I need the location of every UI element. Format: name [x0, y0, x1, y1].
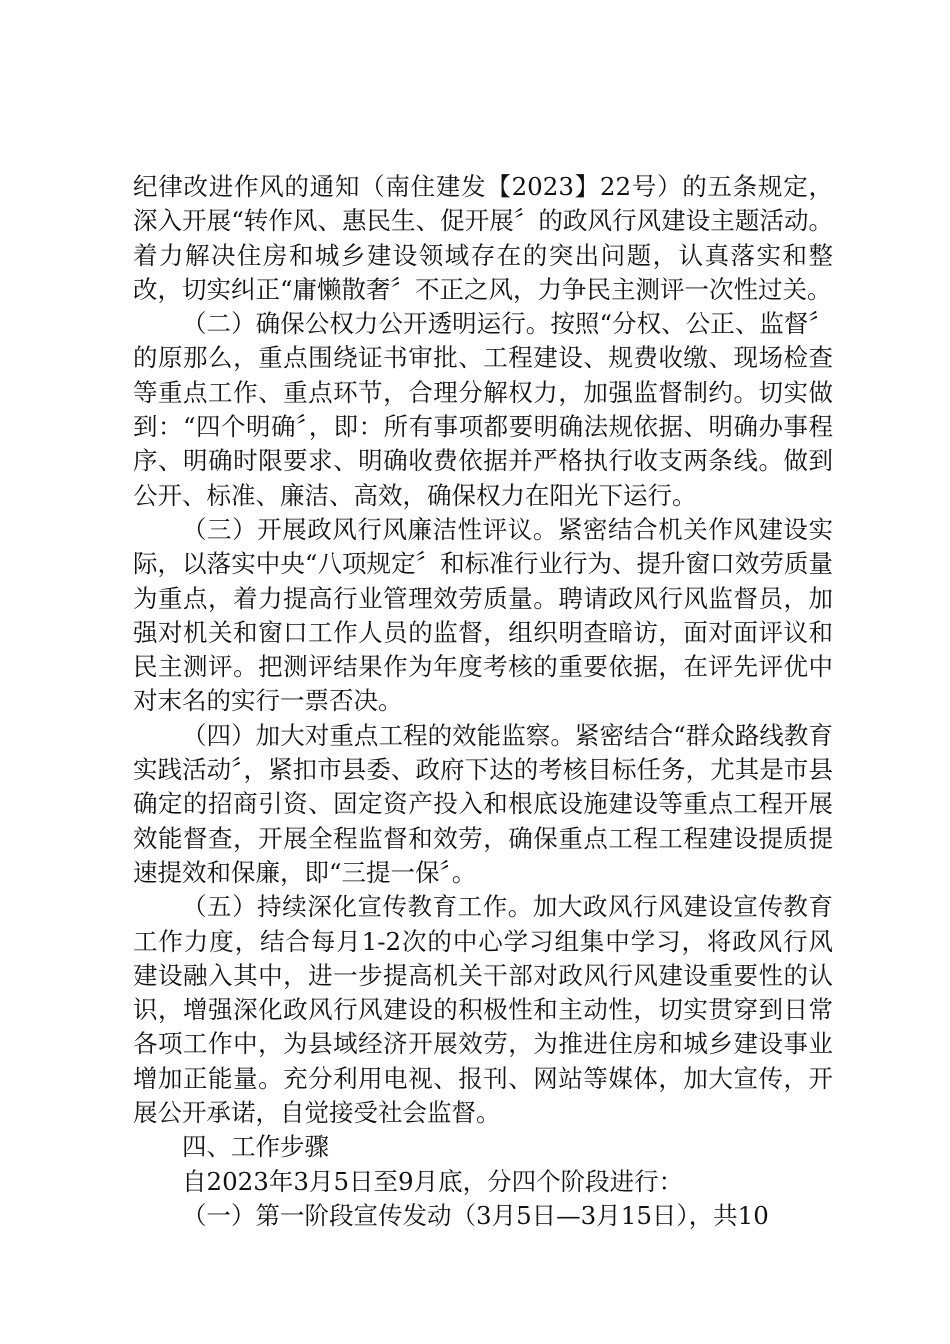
- paragraph-phase-one: （一）第一阶段宣传发动（3月5日—3月15日），共10: [182, 1200, 769, 1230]
- section-heading-work-steps: 四、工作步骤: [182, 1132, 329, 1162]
- document-body: [133, 170, 833, 1233]
- paragraph-work-style: 纪律改进作风的通知（南住建发【2023】22号）的五条规定，深入开展“转作风、惠民生、促开展〞的政风行风建设主题活动。着力解决住房和城乡建设领域存在的突出问题，认真落实和整改，切实纠正“庸懒散奢〞不正之风，力争民主测评一次性过关。: [133, 172, 833, 304]
- paragraph-project-supervision: （四）加大对重点工程的效能监察。紧密结合“群众路线教育实践活动〞，紧扣市县委、政府下达的考核目标任务，尤其是市县确定的招商引资、固定资产投入和根底设施建设等重点工程开展效能督查，开展全程监督和效劳，确保重点工程工程建设提质提速提效和保廉，即“三提一保〞。: [133, 720, 833, 887]
- paragraph-schedule: 自2023年3月5日至9月底，分四个阶段进行：: [182, 1166, 684, 1196]
- paragraph-publicity-education: （五）持续深化宣传教育工作。加大政风行风建设宣传教育工作力度，结合每月1-2次的中心学习组集中学习，将政风行风建设融入其中，进一步提高机关干部对政风行风建设重要性的认识，增强深化政风行风建设的积极性和主动性，切实贯穿到日常各项工作中，为县域经济开展效劳，为推进住房和城乡建设事业增加正能量。充分利用电视、报刊、网站等媒体，加大宣传，开展公开承诺，自觉接受社会监督。: [133, 892, 833, 1128]
- paragraph-integrity-review: （三）开展政风行风廉洁性评议。紧密结合机关作风建设实际，以落实中央“八项规定〞和标准行业行为、提升窗口效劳质量为重点，着力提高行业管理效劳质量。聘请政风行风监督员，加强对机关和窗口工作人员的监督，组织明查暗访，面对面评议和民主测评。把测评结果作为年度考核的重要依据，在评先评优中对末名的实行一票否决。: [133, 514, 833, 716]
- paragraph-power-transparency: （二）确保公权力公开透明运行。按照“分权、公正、监督〞的原那么，重点围绕证书审批、工程建设、规费收缴、现场检查等重点工作、重点环节，合理分解权力，加强监督制约。切实做到：“四个明确〞，即：所有事项都要明确法规依据、明确办事程序、明确时限要求、明确收费依据并严格执行收支两条线。做到公开、标准、廉洁、高效，确保权力在阳光下运行。: [133, 309, 833, 510]
